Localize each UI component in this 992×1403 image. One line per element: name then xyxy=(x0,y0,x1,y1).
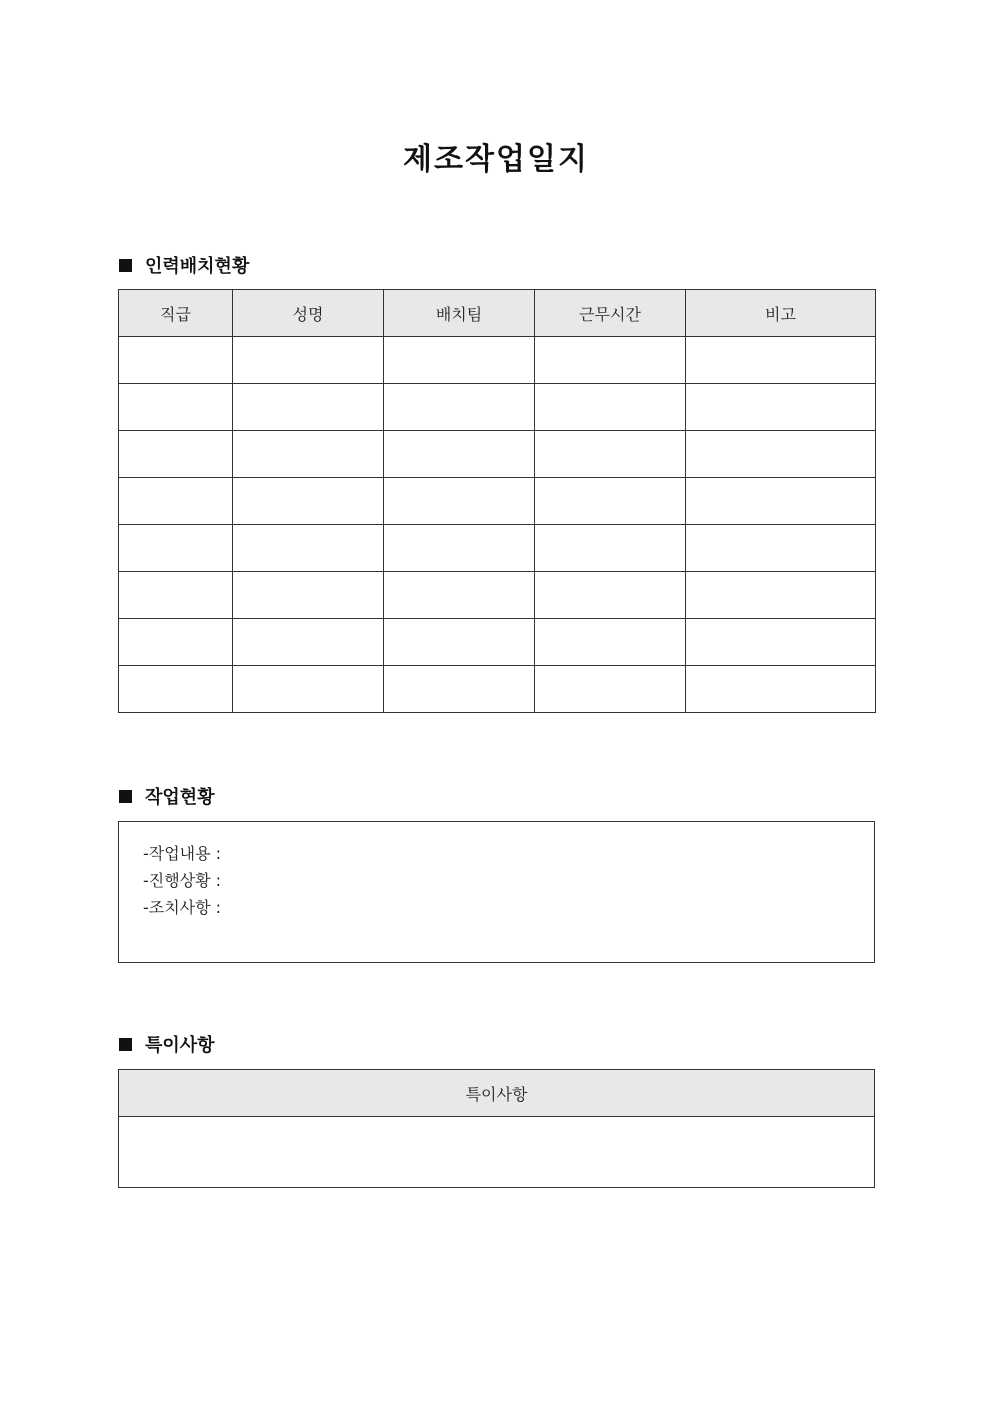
column-header-team: 배치팀 xyxy=(384,290,535,337)
work-status-heading xyxy=(119,784,215,808)
table-cell[interactable] xyxy=(384,572,535,619)
table-cell[interactable] xyxy=(535,666,686,713)
table-row xyxy=(119,431,876,478)
actions-taken-line: -조치사항 : xyxy=(143,898,222,917)
table-cell[interactable] xyxy=(119,384,233,431)
column-header-name: 성명 xyxy=(233,290,384,337)
table-cell[interactable] xyxy=(233,337,384,384)
table-cell[interactable] xyxy=(686,384,876,431)
table-row xyxy=(119,572,876,619)
table-row xyxy=(119,384,876,431)
table-cell[interactable] xyxy=(535,337,686,384)
column-header-rank: 직급 xyxy=(119,290,233,337)
table-cell[interactable] xyxy=(233,525,384,572)
work-status-heading-label: 작업현황 xyxy=(145,787,215,808)
table-cell[interactable] xyxy=(535,619,686,666)
table-cell[interactable] xyxy=(233,384,384,431)
table-cell[interactable] xyxy=(119,666,233,713)
table-cell[interactable] xyxy=(119,619,233,666)
table-cell[interactable] xyxy=(233,619,384,666)
table-cell[interactable] xyxy=(233,431,384,478)
black-square-icon xyxy=(119,790,132,803)
table-cell[interactable] xyxy=(384,619,535,666)
table-cell[interactable] xyxy=(119,431,233,478)
table-cell[interactable] xyxy=(535,478,686,525)
table-cell[interactable] xyxy=(686,337,876,384)
work-status-box[interactable] xyxy=(118,821,875,963)
table-cell[interactable] xyxy=(535,431,686,478)
table-cell[interactable] xyxy=(686,478,876,525)
table-cell[interactable] xyxy=(233,572,384,619)
table-cell[interactable] xyxy=(384,525,535,572)
table-cell[interactable] xyxy=(119,525,233,572)
table-cell[interactable] xyxy=(384,337,535,384)
special-notes-header-row xyxy=(119,1070,875,1117)
table-cell[interactable] xyxy=(686,666,876,713)
table-cell[interactable] xyxy=(535,572,686,619)
table-cell[interactable] xyxy=(686,572,876,619)
column-header-hours: 근무시간 xyxy=(535,290,686,337)
table-cell[interactable] xyxy=(686,619,876,666)
work-status-lines xyxy=(143,840,221,921)
special-notes-table xyxy=(118,1069,875,1188)
table-row xyxy=(119,525,876,572)
table-cell[interactable] xyxy=(233,666,384,713)
table-cell[interactable] xyxy=(384,431,535,478)
progress-line: -진행상황 : xyxy=(143,871,222,890)
table-cell[interactable] xyxy=(233,478,384,525)
special-notes-heading-label: 특이사항 xyxy=(145,1035,215,1056)
table-cell[interactable] xyxy=(535,384,686,431)
table-cell[interactable] xyxy=(535,525,686,572)
black-square-icon xyxy=(119,259,132,272)
staffing-heading xyxy=(119,253,249,277)
column-header-remarks: 비고 xyxy=(686,290,876,337)
table-cell[interactable] xyxy=(384,478,535,525)
staffing-header-row xyxy=(119,290,876,337)
table-cell[interactable] xyxy=(686,525,876,572)
special-notes-header: 특이사항 xyxy=(119,1070,875,1117)
black-square-icon xyxy=(119,1038,132,1051)
special-notes-heading xyxy=(119,1032,215,1056)
table-cell[interactable] xyxy=(119,478,233,525)
work-content-line: -작업내용 : xyxy=(143,844,222,863)
special-notes-content[interactable] xyxy=(119,1117,875,1188)
table-cell[interactable] xyxy=(686,431,876,478)
staffing-table xyxy=(118,289,876,713)
table-row xyxy=(119,478,876,525)
table-row xyxy=(119,337,876,384)
special-notes-row xyxy=(119,1117,875,1188)
table-row xyxy=(119,666,876,713)
table-cell[interactable] xyxy=(384,666,535,713)
table-row xyxy=(119,619,876,666)
table-cell[interactable] xyxy=(119,337,233,384)
table-cell[interactable] xyxy=(119,572,233,619)
staffing-heading-label: 인력배치현황 xyxy=(145,256,250,277)
document-title: 제조작업일지 xyxy=(403,142,589,177)
table-cell[interactable] xyxy=(384,384,535,431)
